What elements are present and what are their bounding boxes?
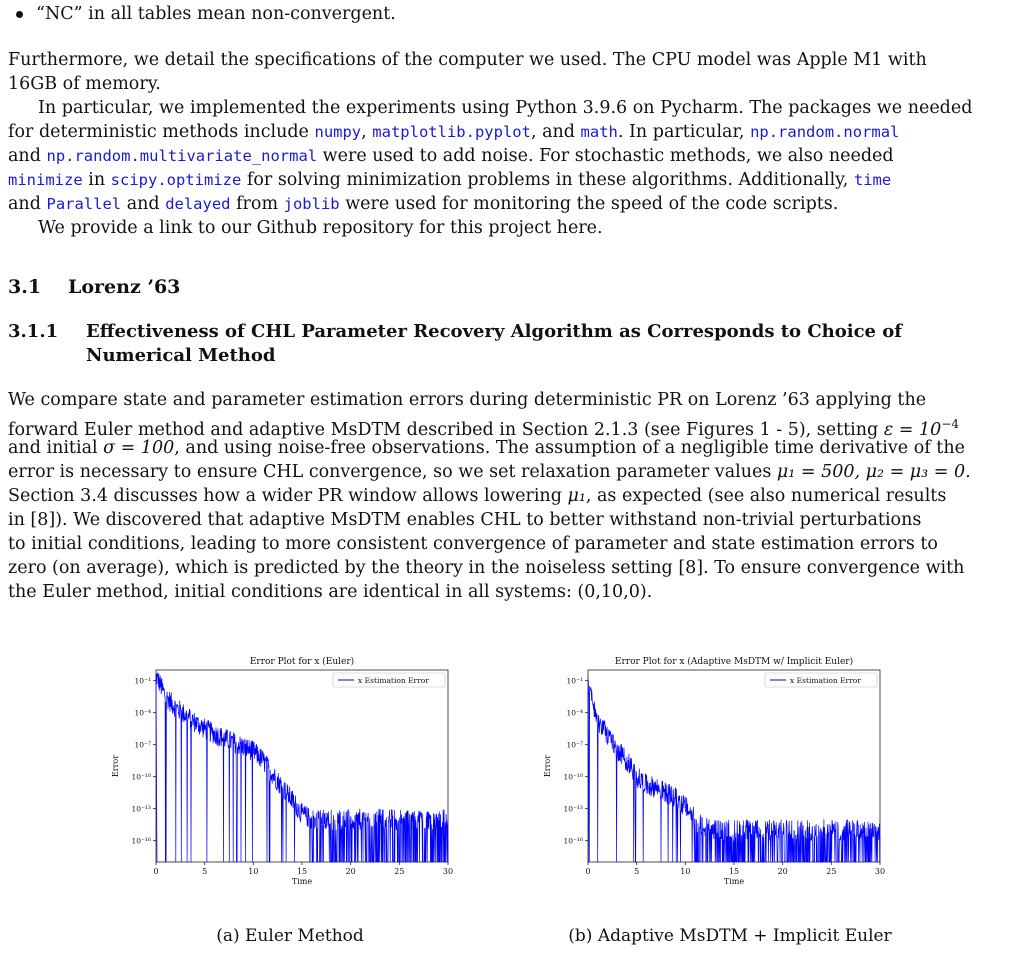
- x-tick-label: 15: [728, 867, 740, 876]
- x-tick-label: 15: [296, 867, 308, 876]
- legend-label: x Estimation Error: [790, 676, 861, 685]
- math-mu: μ₁ = 500, μ₂ = μ₃ = 0.: [776, 462, 971, 482]
- text: Section 3.4 discusses how a wider PR window allows lowering: [8, 486, 568, 506]
- subsection-title-line2: Numerical Method: [86, 345, 276, 366]
- math-epsilon: ε = 10: [883, 419, 942, 440]
- code-matplotlib[interactable]: matplotlib.pyplot: [372, 123, 531, 141]
- paragraph-line: zero (on average), which is predicted by the theory in the noiseless setting [8]. To ensure convergence with: [8, 558, 965, 578]
- chart-title: Error Plot for x (Adaptive MsDTM w/ Implicit Euler): [614, 657, 854, 667]
- code-math[interactable]: math: [580, 123, 618, 141]
- text: and initial: [8, 438, 104, 458]
- paragraph-line: Furthermore, we detail the specifications of the computer we used. The CPU model was Apple M1 with: [8, 50, 927, 70]
- y-tick-label: 10⁻⁴: [566, 708, 583, 718]
- code-numpy[interactable]: numpy: [314, 123, 362, 141]
- code-parallel[interactable]: Parallel: [46, 195, 122, 213]
- text: in: [82, 170, 111, 190]
- text: , as expected (see also numerical results: [585, 486, 947, 506]
- math-sigma: σ = 100: [103, 438, 175, 458]
- y-tick-label: 10⁻¹³: [131, 804, 151, 814]
- text: were used for monitoring the speed of the code scripts.: [339, 194, 839, 214]
- text: were used to add noise. For stochastic methods, we also needed: [317, 146, 894, 166]
- paragraph-line: [8, 460, 1014, 484]
- text: for solving minimization problems in these algorithms. Additionally,: [241, 170, 854, 190]
- text: ,: [361, 122, 373, 142]
- y-axis-label: Error: [543, 754, 552, 778]
- math-mu1: μ₁: [567, 486, 586, 506]
- paragraph-line: We provide a link to our Github repository for this project here.: [38, 218, 603, 238]
- text: from: [230, 194, 284, 214]
- subsection-heading: [8, 320, 902, 344]
- y-tick-label: 10⁻¹⁰: [131, 772, 151, 782]
- y-tick-label: 10⁻¹⁶: [131, 836, 151, 846]
- paragraph-line: in [8]). We discovered that adaptive MsDTM enables CHL to better withstand non-trivial perturbations: [8, 510, 922, 530]
- y-axis-label: Error: [111, 754, 120, 778]
- math-exponent: −4: [941, 417, 959, 431]
- text: and: [121, 194, 166, 214]
- y-tick-label: 10⁻¹: [134, 676, 151, 686]
- paragraph-line: [8, 120, 1014, 144]
- code-np-random-normal[interactable]: np.random.normal: [750, 123, 900, 141]
- y-tick-label: 10⁻⁷: [134, 740, 151, 750]
- paragraph-line: to initial conditions, leading to more consistent convergence of parameter and state estimation errors to: [8, 534, 938, 554]
- y-tick-label: 10⁻¹: [566, 676, 583, 686]
- code-minimize[interactable]: minimize: [8, 171, 83, 189]
- code-time[interactable]: time: [853, 171, 892, 189]
- text: error is necessary to ensure CHL convergence, so we set relaxation parameter values: [8, 462, 777, 482]
- section-heading: [8, 274, 180, 300]
- caption-a: (a) Euler Method: [216, 926, 364, 946]
- y-tick-label: 10⁻⁷: [566, 740, 583, 750]
- paragraph-line: We compare state and parameter estimation errors during deterministic PR on Lorenz ’63 applying the: [8, 390, 927, 410]
- text: for deterministic methods include: [8, 122, 315, 142]
- paragraph-line: [8, 144, 1014, 168]
- subsection-title-line1: Effectiveness of CHL Parameter Recovery Algorithm as Corresponds to Choice of: [86, 321, 903, 342]
- x-tick-label: 5: [202, 867, 208, 876]
- paragraph-line: 16GB of memory.: [8, 74, 161, 94]
- code-joblib[interactable]: joblib: [283, 195, 340, 213]
- caption-b: (b) Adaptive MsDTM + Implicit Euler: [568, 926, 892, 946]
- x-tick-label: 25: [394, 867, 405, 876]
- x-tick-label: 5: [634, 867, 640, 876]
- x-tick-label: 20: [345, 867, 356, 876]
- error-plot-euler: [100, 652, 460, 892]
- legend-label: x Estimation Error: [358, 676, 429, 685]
- paragraph-line: [8, 436, 1014, 460]
- chart-title: Error Plot for x (Euler): [249, 657, 355, 667]
- bullet-dot: [16, 11, 23, 18]
- x-tick-label: 0: [585, 867, 591, 876]
- plot-frame: [156, 670, 448, 862]
- section-title: Lorenz ’63: [68, 276, 181, 298]
- y-tick-label: 10⁻¹³: [563, 804, 583, 814]
- paragraph-line: [8, 168, 1014, 192]
- text: , and using noise-free observations. The assumption of a negligible time derivative of the: [174, 438, 965, 458]
- x-axis-label: Time: [291, 877, 313, 886]
- paragraph-line: the Euler method, initial conditions are identical in all systems: (0,10,0).: [8, 582, 653, 602]
- section-number: 3.1: [8, 276, 42, 298]
- x-tick-label: 10: [248, 867, 259, 876]
- x-tick-label: 30: [442, 867, 454, 876]
- subsection-number: 3.1.1: [8, 321, 59, 342]
- code-delayed[interactable]: delayed: [165, 195, 231, 213]
- x-tick-label: 10: [680, 867, 691, 876]
- x-tick-label: 30: [874, 867, 886, 876]
- text: , and: [530, 122, 581, 142]
- paragraph-line: In particular, we implemented the experiments using Python 3.9.6 on Pycharm. The packages we needed: [38, 98, 973, 118]
- code-scipy-optimize[interactable]: scipy.optimize: [110, 171, 242, 189]
- bullet-text: “NC” in all tables mean non-convergent.: [36, 4, 396, 24]
- text: and: [8, 146, 47, 166]
- paragraph-line: [8, 192, 1014, 216]
- y-tick-label: 10⁻¹⁶: [563, 836, 583, 846]
- text: . In particular,: [617, 122, 751, 142]
- paragraph-line: [8, 484, 1014, 508]
- y-tick-label: 10⁻⁴: [134, 708, 151, 718]
- text: forward Euler method and adaptive MsDTM described in Section 2.1.3 (see Figures 1 - 5), setting: [8, 419, 884, 440]
- x-tick-label: 25: [826, 867, 837, 876]
- x-tick-label: 0: [153, 867, 159, 876]
- x-tick-label: 20: [777, 867, 788, 876]
- error-plot-msdtm: [532, 652, 892, 892]
- y-tick-label: 10⁻¹⁰: [563, 772, 583, 782]
- code-multivariate-normal[interactable]: np.random.multivariate_normal: [46, 147, 318, 165]
- text: and: [8, 194, 47, 214]
- x-axis-label: Time: [723, 877, 745, 886]
